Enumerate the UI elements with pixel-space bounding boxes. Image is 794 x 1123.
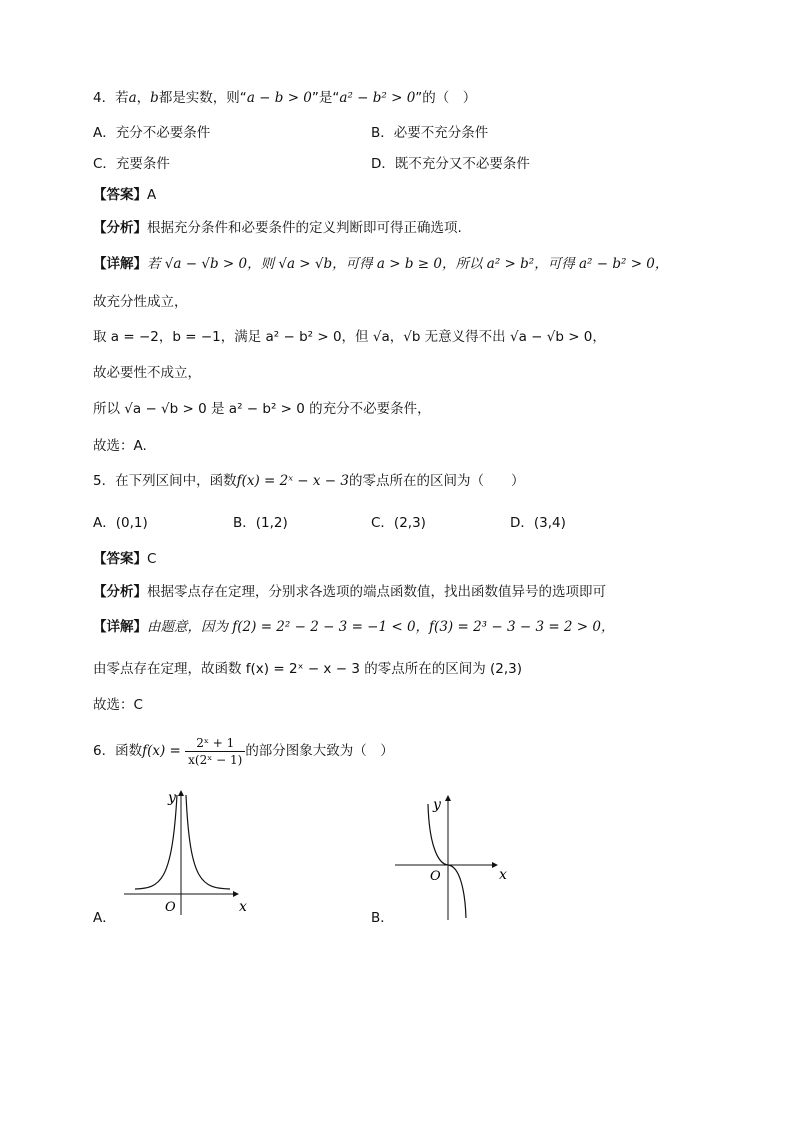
q4-condition-2: a² − b² > 0 [339,90,416,106]
curve [428,804,466,918]
q4-option-b: B．必要不充分条件 [371,125,489,141]
q6-stem: 6．函数f(x) = $\frac{\text{2ˣ + 1}}{\text{x(2ˣ − 1)}}$ 的部分图象大致为（ ） [93,735,394,767]
q4-condition-1: a − b > 0 [246,90,312,106]
q6-graph-a [120,785,260,920]
q4-answer: 【答案】A [93,187,157,203]
q6-graph-a-label: A． [93,910,116,926]
q4-option-d: D．既不充分又不必要条件 [371,156,530,172]
q5-stem: 5．在下列区间中，函数f(x) = 2ˣ − x − 3的零点所在的区间为（ ） [93,473,525,489]
y-axis-label: y [168,790,176,806]
q6-graph-b [393,792,513,922]
q5-option-c: C．(2,3) [371,515,426,531]
y-axis-label: y [433,797,441,813]
q4-option-a: A．充分不必要条件 [93,125,211,141]
q5-option-b: B．(1,2) [233,515,288,531]
q4-detail-line-2: 故充分性成立， [93,294,188,310]
x-axis-label: x [239,899,247,915]
q5-detail-line-1: 【详解】由题意，因为 f(2) = 2² − 2 − 3 = −1 < 0，f(3) = 2³ − 3 − 3 = 2 > 0， [93,619,615,635]
q5-answer: 【答案】C [93,551,157,567]
curve-left [135,795,177,889]
origin-label: O [430,869,441,884]
x-axis-label: x [499,867,507,883]
q4-detail-line-5: 所以 √a − √b > 0 是 a² − b² > 0 的充分不必要条件， [93,401,431,417]
q4-analysis: 【分析】根据充分条件和必要条件的定义判断即可得正确选项. [93,220,462,236]
q5-option-a: A．(0,1) [93,515,148,531]
q5-function: f(x) = 2ˣ − x − 3 [236,473,350,489]
q4-detail-line-4: 故必要性不成立， [93,365,201,381]
q5-analysis: 【分析】根据零点存在定理，分别求各选项的端点函数值，找出函数值异号的选项即可 [93,584,606,600]
q4-stem: 4．若a，b都是实数，则“a − b > 0”是“a² − b² > 0”的（ ） [93,90,477,106]
q4-detail-line-6: 故选：A. [93,438,147,454]
q6-denominator: x(2ˣ − 1) [188,752,243,767]
q4-detail-line-3: 取 a = −2，b = −1，满足 a² − b² > 0，但 √a，√b 无意义得不出 √a − √b > 0， [93,329,606,345]
q4-option-c: C．充要条件 [93,156,170,172]
q6-numerator: 2ˣ + 1 [185,735,245,752]
q5-detail-line-3: 故选：C [93,697,143,713]
q6-graph-b-label: B． [371,910,394,926]
q4-detail-line-1: 【详解】若 √a − √b > 0，则 √a > √b，可得 a > b ≥ 0，所以 a² > b²，可得 a² − b² > 0， [93,256,669,272]
q6-fraction [185,735,245,768]
curve-right [186,795,230,889]
q5-option-d: D．(3,4) [510,515,566,531]
q5-detail-line-2: 由零点存在定理，故函数 f(x) = 2ˣ − x − 3 的零点所在的区间为 (2,3) [93,661,522,677]
origin-label: O [165,900,176,915]
